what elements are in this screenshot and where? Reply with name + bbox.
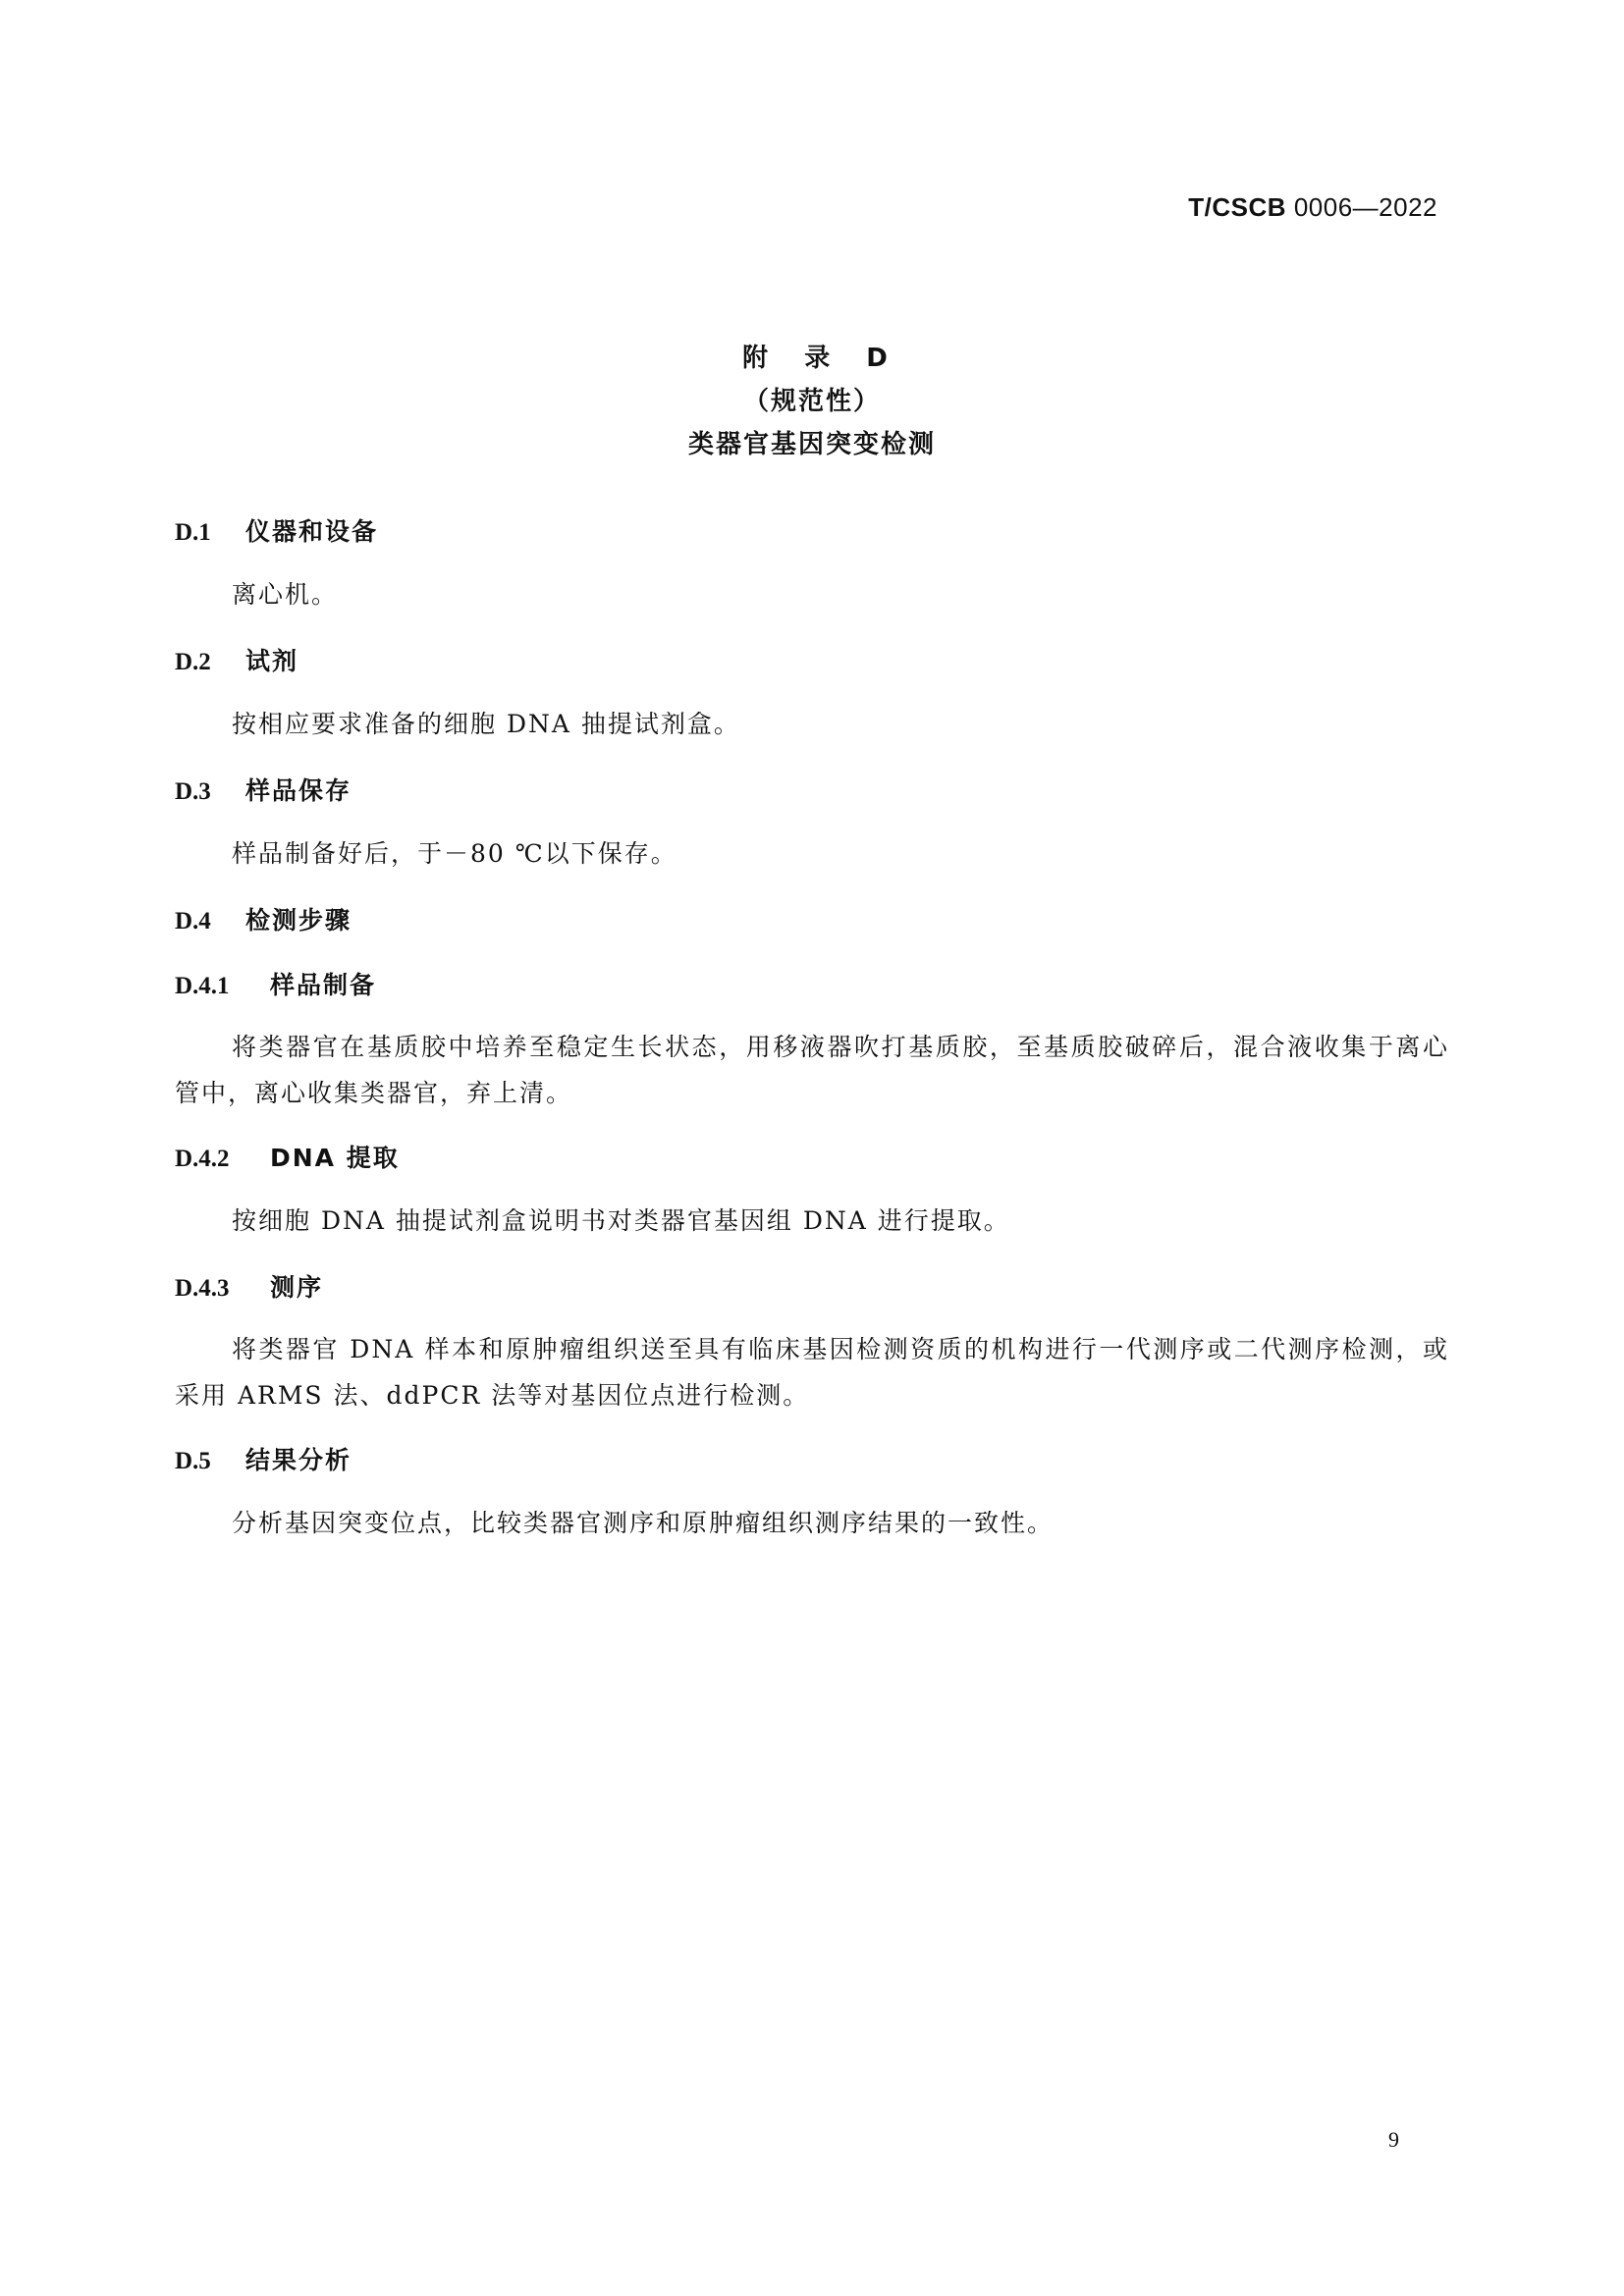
section-title: 仪器和设备 bbox=[245, 517, 379, 546]
section-title: 结果分析 bbox=[245, 1446, 352, 1474]
section-heading-d1 bbox=[175, 512, 378, 548]
section-number: D.4.3 bbox=[175, 1275, 230, 1302]
standard-code-prefix: T/CSCB bbox=[1188, 192, 1287, 222]
standard-code bbox=[1188, 192, 1437, 223]
section-number: D.4.2 bbox=[175, 1146, 230, 1172]
section-title: 试剂 bbox=[245, 647, 299, 675]
section-number: D.4.1 bbox=[175, 973, 230, 999]
section-title: 检测步骤 bbox=[245, 906, 352, 934]
section-text-d2: 按相应要求准备的细胞 DNA 抽提试剂盒。 bbox=[232, 710, 740, 738]
section-text-d3: 样品制备好后，于－80 ℃以下保存。 bbox=[232, 839, 677, 868]
section-number: D.5 bbox=[175, 1448, 211, 1474]
section-title: 样品保存 bbox=[245, 776, 352, 805]
section-text-d5: 分析基因突变位点，比较类器官测序和原肿瘤组织测序结果的一致性。 bbox=[232, 1509, 1055, 1537]
section-heading-d4-2 bbox=[175, 1139, 400, 1174]
section-text-d4-1: 将类器官在基质胶中培养至稳定生长状态，用移液器吹打基质胶，至基质胶破碎后，混合液收集于离心管中，离心收集类器官，弃上清。 bbox=[175, 1033, 1449, 1107]
section-heading-d2 bbox=[175, 642, 298, 677]
page-number: 9 bbox=[1388, 2127, 1399, 2152]
section-heading-d5 bbox=[175, 1441, 352, 1476]
section-heading-d4 bbox=[175, 901, 352, 936]
section-number: D.3 bbox=[175, 778, 211, 805]
section-text-d4-2: 按细胞 DNA 抽提试剂盒说明书对类器官基因组 DNA 进行提取。 bbox=[232, 1206, 1010, 1235]
section-title: 测序 bbox=[270, 1273, 324, 1302]
section-text-d1: 离心机。 bbox=[232, 580, 339, 609]
section-heading-d4-1 bbox=[175, 966, 376, 1001]
annex-title: 附 录 D bbox=[742, 344, 901, 373]
annex-name: 类器官基因突变检测 bbox=[687, 430, 936, 459]
section-title: DNA 提取 bbox=[270, 1144, 400, 1172]
section-heading-d3 bbox=[175, 772, 352, 807]
section-number: D.2 bbox=[175, 649, 211, 675]
section-text-d4-3: 将类器官 DNA 样本和原肿瘤组织送至具有临床基因检测资质的机构进行一代测序或二代测序检测，或采用 ARMS 法、ddPCR 法等对基因位点进行检测。 bbox=[175, 1335, 1449, 1410]
annex-kind: （规范性） bbox=[742, 387, 881, 416]
section-title: 样品制备 bbox=[270, 971, 377, 999]
standard-code-number: 0006—2022 bbox=[1293, 192, 1437, 222]
section-number: D.1 bbox=[175, 519, 211, 546]
section-heading-d4-3 bbox=[175, 1268, 323, 1304]
section-number: D.4 bbox=[175, 908, 211, 934]
